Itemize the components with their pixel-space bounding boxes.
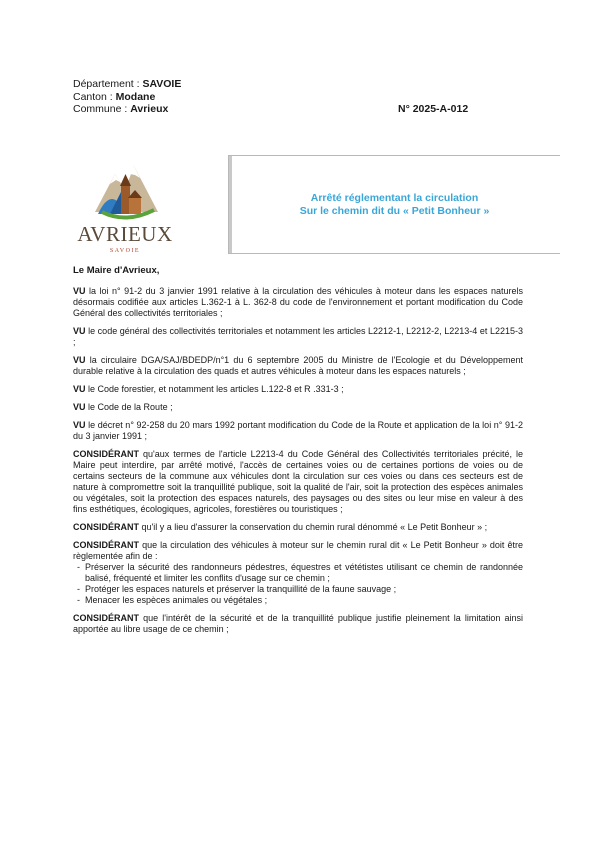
paragraph: VU le code général des collectivités territoriales et notamment les articles L2212-1, L2212-2, L2213-4 et L2215-3 ; bbox=[73, 326, 523, 347]
decree-number: N° 2025-A-012 bbox=[398, 103, 469, 115]
paragraph: VU la loi n° 91-2 du 3 janvier 1991 relative à la circulation des véhicules à moteur dans les espaces naturels désormais codifiée aux articles L.362-1 à L. 362-8 du code de l'environnement et portant modification du Code Général des collectivités territoriales ; bbox=[73, 286, 523, 318]
paragraph: VU le Code de la Route ; bbox=[73, 402, 173, 412]
canton-line: Canton : Modane bbox=[73, 90, 156, 103]
logo-name: AVRIEUX bbox=[77, 222, 173, 246]
paragraph: CONSIDÉRANT qu'aux termes de l'article L2213-4 du Code Général des Collectivités territoriales précité, le Maire peut interdire, par arrêté motivé, l'accès de certaines voies ou de certaines portions de voies ou de certains secteurs de la commune aux véhicules dont la circulation sur ces voies ou dans ces secteurs est de nature à compromettre soit la tranquillité publique, soit la qualité de l'air, soit la protection des espèces animales ou végétales, soit la protection des espaces naturels, des paysages ou des sites ou leur mise en valeur à des fins esthétiques, écologiques, agricoles, forestières ou touristiques ; bbox=[73, 449, 523, 514]
avrieux-logo bbox=[70, 160, 180, 260]
maire-heading: Le Maire d'Avrieux, bbox=[73, 265, 160, 276]
document-header bbox=[73, 78, 181, 116]
paragraph: CONSIDÉRANT qu'il y a lieu d'assurer la conservation du chemin rural dénommé « Le Petit Bonheur » ; bbox=[73, 522, 488, 532]
title-line-2: Sur le chemin dit du « Petit Bonheur » bbox=[299, 204, 490, 217]
paragraph-last: CONSIDÉRANT que l'intérêt de la sécurité et de la tranquillité publique justifie pleinement la limitation ainsi apportée au libre usage de ce chemin ; bbox=[73, 613, 523, 634]
paragraph: VU le Code forestier, et notamment les articles L.122-8 et R .331-3 ; bbox=[73, 384, 344, 394]
paragraph: VU le décret n° 92-258 du 20 mars 1992 portant modification du Code de la Route et application de la loi n° 91-2 du 3 janvier 1991 ; bbox=[73, 420, 523, 441]
logo-sub: SAVOIE bbox=[109, 248, 141, 254]
objectives-list bbox=[73, 562, 523, 606]
paragraph: VU la circulaire DGA/SAJ/BDEDP/n°1 du 6 septembre 2005 du Ministre de l'Ecologie et du Développement durable relative à la circulation des quads et autres véhicules à moteur dans les espaces naturels ; bbox=[73, 355, 523, 376]
decree-title-box bbox=[228, 155, 560, 254]
decree-body bbox=[73, 265, 523, 642]
paragraph-list bbox=[73, 286, 523, 533]
department-line: Département : SAVOIE bbox=[73, 78, 182, 90]
title-line-1: Arrêté réglementant la circulation bbox=[310, 191, 479, 204]
commune-value: Avrieux bbox=[130, 103, 169, 115]
paragraph-considerant-list: CONSIDÉRANT que la circulation des véhicules à moteur sur le chemin rural dit « Le Petit Bonheur » doit être règlementée afin de : - Préserver la sécurité des randonneurs pédestres, équestres et vététistes utilisant ce chemin de randonnée balisé, fréquenté et limiter les conflits d'usage sur ce chemin ; - Protéger les espaces naturels et préserver la tranquillité de la faune sauvage ; - Menacer les espèces animales ou végétales ; bbox=[73, 540, 523, 606]
list-item: - Préserver la sécurité des randonneurs pédestres, équestres et vététistes utilisant ce chemin de randonnée balisé, fréquenté et limiter les conflits d'usage sur ce chemin ; bbox=[73, 562, 523, 584]
list-item: - Protéger les espaces naturels et préserver la tranquillité de la faune sauvage ; bbox=[73, 584, 523, 595]
list-item: - Menacer les espèces animales ou végétales ; bbox=[73, 595, 523, 606]
commune-line: Commune : Avrieux bbox=[73, 103, 169, 115]
department-value: SAVOIE bbox=[142, 78, 182, 90]
canton-value: Modane bbox=[115, 90, 156, 103]
